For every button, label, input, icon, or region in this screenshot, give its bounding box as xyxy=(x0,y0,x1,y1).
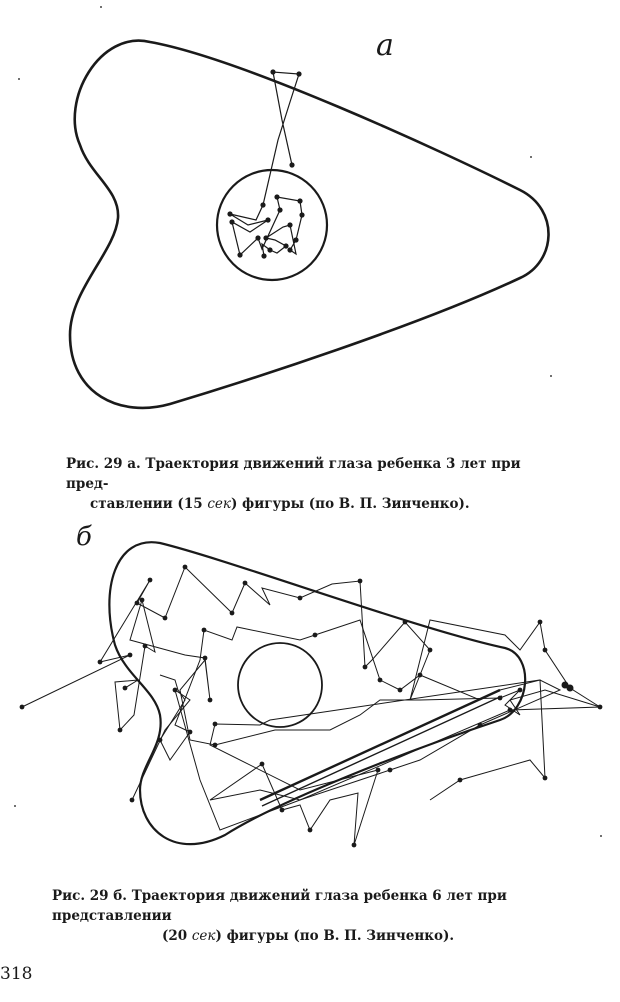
figure-b-label: б xyxy=(76,522,92,552)
figure-b-trajectory-3 xyxy=(115,600,600,745)
paper-speck xyxy=(600,835,602,837)
figure-a-caption xyxy=(66,454,566,514)
figure-a-caption-unit: сек xyxy=(207,496,231,512)
paper-speck xyxy=(550,375,552,377)
figure-a-caption-text-2a: ставлении (15 xyxy=(90,496,208,512)
figure-b-trajectory-2 xyxy=(160,620,560,845)
figure-b-caption-line-2 xyxy=(52,926,618,946)
figure-b-caption-prefix: Рис. 29 б. xyxy=(52,888,127,904)
figure-b-caption xyxy=(52,886,618,946)
figure-a-drawing xyxy=(70,41,549,408)
figure-b-double-line-1 xyxy=(260,690,500,800)
paper-speck xyxy=(14,805,16,807)
figure-b-caption-text-2a: (20 xyxy=(162,928,192,944)
figure-a-circle xyxy=(217,170,327,280)
figure-b-caption-unit: сек xyxy=(191,928,216,944)
paper-speck xyxy=(100,6,102,8)
figure-b-caption-text: Траектория движений глаза ребенка 6 лет при представлении xyxy=(52,888,507,924)
figure-b-caption-line-1 xyxy=(52,886,618,926)
figure-a-outline xyxy=(70,41,549,408)
figure-a-caption-prefix: Рис. 29 а. xyxy=(66,456,141,472)
figure-a-label: а xyxy=(376,28,394,63)
figure-a-caption-text-2b: ) фигуры (по В. П. Зинченко). xyxy=(230,496,470,512)
figure-a-caption-line-2 xyxy=(66,494,566,514)
page-number: 318 xyxy=(0,964,33,984)
figure-a-fixation-points xyxy=(227,69,304,258)
figure-a-caption-line-1 xyxy=(66,454,566,494)
paper-speck xyxy=(530,156,532,158)
figure-b-double-line-2 xyxy=(262,696,502,806)
figure-a-caption-text: Траектория движений глаза ребенка 3 лет при пред- xyxy=(66,456,521,492)
figure-b-fixation-points xyxy=(20,565,603,848)
paper-speck xyxy=(18,78,20,80)
figure-b-caption-text-2b: ) фигуры (по В. П. Зинченко). xyxy=(215,928,455,944)
figure-b-drawing xyxy=(20,542,603,847)
